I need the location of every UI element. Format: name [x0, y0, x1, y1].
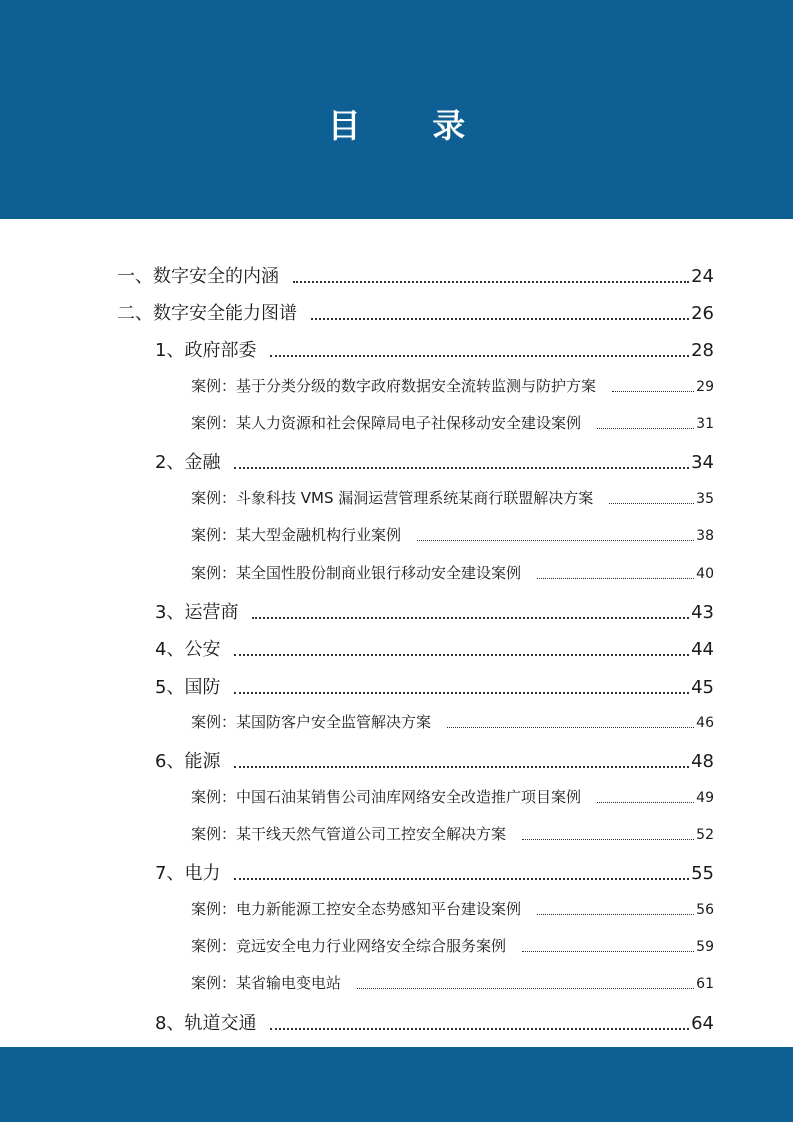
toc-entry-page: 34 — [691, 452, 714, 473]
toc-entry-label: 1、政府部委 — [155, 340, 257, 361]
dot-leader — [537, 578, 694, 579]
toc-entry-page: 56 — [696, 902, 714, 918]
toc-entry-page: 24 — [691, 266, 714, 287]
toc-entry-label: 案例：某大型金融机构行业案例 — [191, 526, 402, 544]
toc-entry[interactable] — [117, 262, 714, 288]
page-title: 目 录 — [327, 106, 496, 145]
dot-leader — [234, 692, 689, 694]
toc-entry[interactable] — [191, 375, 714, 396]
toc-entry-label: 3、运营商 — [155, 602, 239, 623]
dot-leader — [522, 951, 694, 952]
dot-leader — [417, 540, 694, 541]
toc-entry[interactable] — [155, 1009, 714, 1035]
dot-leader — [234, 467, 689, 469]
dot-leader — [597, 802, 694, 803]
toc-entry-page: 64 — [691, 1013, 714, 1034]
toc-entry-page: 45 — [691, 677, 714, 698]
toc-entry[interactable] — [191, 972, 714, 993]
toc-entry-label: 5、国防 — [155, 677, 221, 698]
toc-entry-page: 46 — [696, 715, 714, 731]
dot-leader — [311, 318, 689, 320]
dot-leader — [522, 839, 694, 840]
toc-entry[interactable] — [191, 823, 714, 844]
toc-entry-label: 案例：竞远安全电力行业网络安全综合服务案例 — [191, 937, 507, 955]
toc-entry[interactable] — [191, 487, 714, 508]
toc-entry-label: 4、公安 — [155, 639, 221, 660]
toc-entry-label: 案例：电力新能源工控安全态势感知平台建设案例 — [191, 900, 522, 918]
toc-entry-label: 7、电力 — [155, 863, 221, 884]
dot-leader — [234, 878, 689, 880]
toc-entry-page: 52 — [696, 827, 714, 843]
toc-entry[interactable] — [155, 598, 714, 624]
toc-entry[interactable] — [155, 673, 714, 699]
toc-entry-page: 29 — [696, 379, 714, 395]
toc-entry-page: 55 — [691, 863, 714, 884]
dot-leader — [270, 1028, 689, 1030]
toc-entry[interactable] — [191, 786, 714, 807]
toc-entry-page: 40 — [696, 566, 714, 582]
toc-entry-label: 案例：某全国性股份制商业银行移动安全建设案例 — [191, 564, 522, 582]
toc-entry-page: 38 — [696, 528, 714, 544]
toc-entry-page: 61 — [696, 976, 714, 992]
footer-band — [0, 1047, 793, 1122]
toc-entry-label: 案例：斗象科技 VMS 漏洞运营管理系统某商行联盟解决方案 — [191, 489, 594, 507]
dot-leader — [252, 617, 689, 619]
dot-leader — [357, 988, 694, 989]
toc-entry[interactable] — [155, 747, 714, 773]
toc-entry[interactable] — [155, 859, 714, 885]
toc-entry-page: 59 — [696, 939, 714, 955]
toc-entry-label: 案例：某国防客户安全监管解决方案 — [191, 713, 432, 731]
dot-leader — [234, 654, 689, 656]
toc-entry-page: 48 — [691, 751, 714, 772]
toc-entry[interactable] — [191, 898, 714, 919]
toc-entry-label: 案例：某省输电变电站 — [191, 974, 342, 992]
dot-leader — [597, 428, 694, 429]
toc-entry[interactable] — [191, 711, 714, 732]
toc-entry[interactable] — [191, 562, 714, 583]
toc-entry-label: 案例：基于分类分级的数字政府数据安全流转监测与防护方案 — [191, 377, 597, 395]
toc-entry-page: 28 — [691, 340, 714, 361]
toc-entry-page: 49 — [696, 790, 714, 806]
toc-entry-page: 43 — [691, 602, 714, 623]
toc-entry[interactable] — [191, 524, 714, 545]
toc-entry-label: 案例：某干线天然气管道公司工控安全解决方案 — [191, 825, 507, 843]
toc-entry[interactable] — [191, 412, 714, 433]
toc-entry[interactable] — [155, 635, 714, 661]
toc-entry[interactable] — [191, 935, 714, 956]
toc-entry-label: 二、数字安全能力图谱 — [117, 303, 297, 324]
toc-entry-page: 44 — [691, 639, 714, 660]
toc-entry[interactable] — [155, 448, 714, 474]
dot-leader — [612, 391, 694, 392]
toc-entry[interactable] — [117, 299, 714, 325]
dot-leader — [609, 503, 694, 504]
toc-entry-label: 6、能源 — [155, 751, 221, 772]
dot-leader — [234, 766, 689, 768]
toc-entry-label: 8、轨道交通 — [155, 1013, 257, 1034]
toc-entry-label: 案例：中国石油某销售公司油库网络安全改造推广项目案例 — [191, 788, 582, 806]
dot-leader — [270, 355, 689, 357]
dot-leader — [293, 281, 689, 283]
toc-entry-page: 35 — [696, 491, 714, 507]
dot-leader — [447, 727, 694, 728]
toc-entry[interactable] — [155, 336, 714, 362]
toc-entry-page: 26 — [691, 303, 714, 324]
toc-entry-label: 2、金融 — [155, 452, 221, 473]
toc-entry-page: 31 — [696, 416, 714, 432]
toc-entry-label: 案例：某人力资源和社会保障局电子社保移动安全建设案例 — [191, 414, 582, 432]
dot-leader — [537, 914, 694, 915]
toc-entry-label: 一、数字安全的内涵 — [117, 266, 279, 287]
